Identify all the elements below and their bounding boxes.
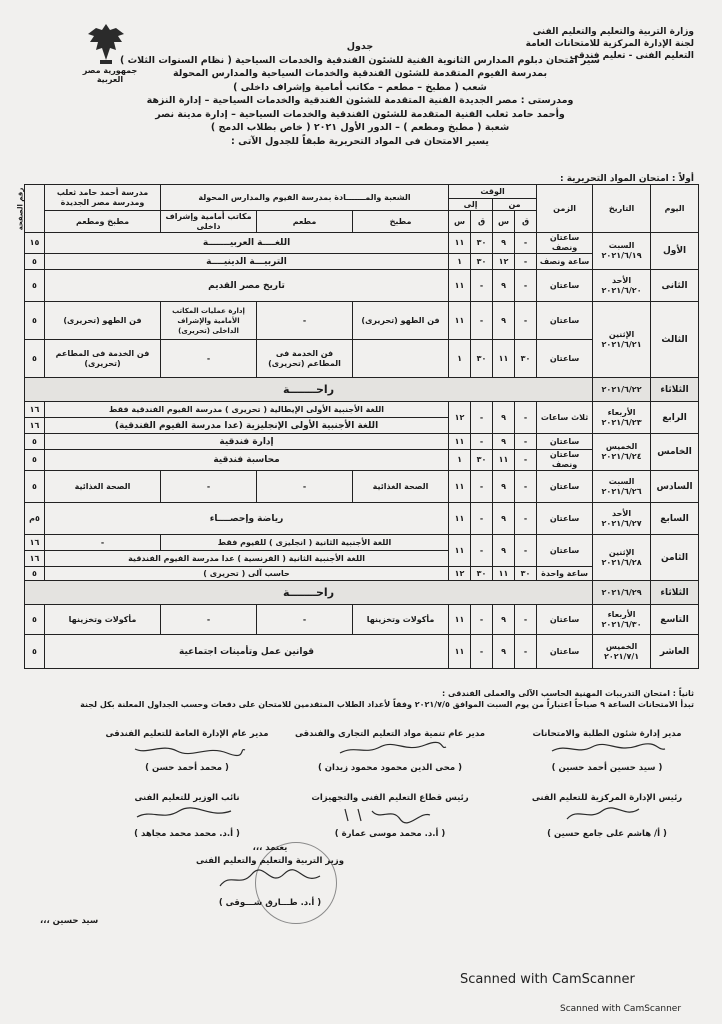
table-row: الثامن الإثنين ٢٠٢١/٦/٢٨ ساعتان - ٩ - ١١ اللغة الأجنبية الثانية ( انجليزى ) للفيوم فقط - ١٦	[25, 535, 699, 551]
col-from-s: س	[493, 211, 515, 233]
signature-scribble-icon	[547, 805, 667, 823]
col-from: من	[493, 199, 537, 211]
col-duration: الزمن	[537, 185, 593, 233]
signature-scribble-icon	[330, 805, 450, 823]
title-line: جدول	[346, 41, 374, 52]
signature-block-commercial-dev: مدير عام تنمية مواد التعليم التجارى والفندقى ( محى الدين محمود محمود زيدان )	[294, 729, 486, 773]
table-row: اللغة الأجنبية الأولى الإنجليزية (عدا مدرسة الفيوم الفندقية) ١٦	[25, 418, 699, 434]
signature-scribble-icon	[127, 805, 247, 823]
col-cairo-sub: مطبخ ومطعم	[45, 211, 161, 233]
col-date: التاريخ	[593, 185, 651, 233]
title-line: بمدرسة الفيوم المتقدمة للشئون الفندقية والخدمات السياحية والمدارس المحولة	[172, 68, 548, 79]
table-row: ساعتان ٣٠ ١١ ٣٠ ١ فن الخدمة فى المطاعم (تحريرى) - فن الخدمة فى المطاعم (تحريرى) ٥	[25, 340, 699, 378]
title-line: يسير الامتحان فى المواد التحريرية طبقاً للجدول الآتى :	[231, 135, 489, 147]
table-row: السابع الأحد ٢٠٢١/٦/٢٧ ساعتان - ٩ - ١١ رياضة وإحصــــاء ٥م	[25, 503, 699, 535]
col-to-q: ق	[471, 211, 493, 233]
section-one-heading: أولاً : امتحان المواد التحريرية :	[559, 174, 694, 184]
camscanner-watermark: Scanned with CamScanner	[460, 972, 635, 987]
section-two-heading: ثانياً : امتحان التدريبات المهنية الحاسب الآلى والعملى الفندقى :	[442, 689, 694, 698]
title-line: سير امتحان دبلوم المدارس الثانوية الفنية للشئون الفندقية والخدمات السياحية ( نظام السنوات الثلاث )	[119, 54, 601, 66]
col-time: الوقت	[449, 185, 537, 199]
table-row: ساعة واحدة ٣٠ ١١ ٣٠ ١٢ حاسب آلى ( تحريرى ) ٥	[25, 567, 699, 581]
table-row: الرابع الأربعاء ٢٠٢١/٦/٢٣ ثلاث ساعات - ٩ - ١٢ اللغة الأجنبية الأولى الإيطالية ( تحريرى ) مدرسة الفيوم الفندقية فقط ١٦	[25, 402, 699, 418]
table-row: ساعتان ونصف - ١١ ٣٠ ١ محاسبة فندقية ٥	[25, 450, 699, 471]
rest-row: الثلاثاء ٢٠٢١/٦/٢٢ راحـــــــة	[25, 378, 699, 402]
col-to-s: س	[449, 211, 471, 233]
table-row: ساعة ونصف - ١٢ ٣٠ ١ التربيـــة الدينيــــة ٥	[25, 254, 699, 270]
col-branch: الشعبة والمـــــــادة بمدرسة الفيوم والمدارس المحولة	[161, 185, 449, 211]
col-from-q: ق	[515, 211, 537, 233]
section-two-text: تبدأ الامتحانات الساعة ٩ صباحاً اعتباراً من يوم السبت الموافق ٢٠٢١/٧/٥ وفقاً لأعداد الطلاب المتقدمين للامتحان على دفعات وحسب الجداول المعلنة بكل لجنة	[80, 700, 694, 709]
signature-block-hotel-education: مدير عام الإدارة العامة للتعليم الفندقى ( محمد أحمد حسن )	[105, 729, 269, 773]
col-to: إلى	[449, 199, 493, 211]
table-row: الخامس الخميس ٢٠٢١/٦/٢٤ ساعتان - ٩ - ١١ إدارة فندقية ٥	[25, 434, 699, 450]
table-row: التاسع الأربعاء ٢٠٢١/٦/٣٠ ساعتان - ٩ - ١١ مأكولات وتخزينها - - مأكولات وتخزينها ٥	[25, 605, 699, 635]
title-line: شعب ( مطبخ – مطعم – مكاتب أمامية وإشراف داخلى )	[233, 81, 487, 93]
table-row: الأول السبت ٢٠٢١/٦/١٩ ساعتان ونصف - ٩ ٣٠ ١١ اللغــــة العربيـــــــة ١٥	[25, 233, 699, 254]
header-row	[25, 185, 699, 199]
table-row: الثانى الأحد ٢٠٢١/٦/٢٠ ساعتان - ٩ - ١١ تاريخ مصر القديم ٥	[25, 270, 699, 302]
exam-schedule-table	[16, 184, 699, 669]
col-restaurant: مطعم	[257, 211, 353, 233]
col-kitchen: مطبخ	[353, 211, 449, 233]
signature-block-sector-head: رئيس قطاع التعليم الفنى والتجهيزات ( أ.د. محمد موسى عمارة )	[311, 793, 469, 839]
marks-label: رقم الصفحة	[16, 187, 25, 230]
title-line: شعبة ( مطبخ ومطعم ) – الدور الأول ٢٠٢١ ( خاص بطلاب الدمج )	[210, 122, 510, 133]
section-two-notes	[34, 688, 694, 710]
signature-block-central-admin: رئيس الإدارة المركزية للتعليم الفنى ( أ/ هاشم على جامع حسين )	[531, 793, 683, 839]
document-titles	[100, 40, 620, 148]
table-row: الثالث الإثنين ٢٠٢١/٦/٢١ ساعتان - ٩ - ١١ فن الطهو (تحريرى) - إدارة عمليات المكاتب الأمامية والإشراف الداخلى (تحريرى) فن الطهو (تحريرى) ٥	[25, 302, 699, 340]
col-office: مكاتب أمامية وإشراف داخلى	[161, 211, 257, 233]
col-day: اليوم	[651, 185, 699, 233]
ministry-line: التعليم الفنى - تعليم فندقى	[569, 51, 694, 61]
signature-scribble-icon	[330, 741, 450, 757]
minister-approval-block: يعتمد ،،، وزير التربية والتعليم والتعليم الفنى ( أ.د. طـــارق شـــوقى )	[196, 843, 344, 908]
signature-scribble-icon	[547, 741, 667, 757]
republic-label: جمهورية مصر العربية	[82, 66, 138, 84]
signature-scribble-icon	[210, 868, 330, 892]
col-cairo: مدرسة أحمد حامد ثعلب ومدرسة مصر الجديدة	[45, 185, 161, 211]
table-row: اللغة الأجنبية الثانية ( الفرنسية ) عدا مدرسة الفيوم الفندقية ١٦	[25, 551, 699, 567]
signature-block-students-affairs: مدير إدارة شئون الطلبة والامتحانات ( سيد حسين أحمد حسين )	[532, 729, 682, 773]
table-row: العاشر الخميس ٢٠٢١/٧/١ ساعتان - ٩ - ١١ قوانين عمل وتأمينات اجتماعية ٥	[25, 635, 699, 669]
ministry-line: وزارة التربية والتعليم والتعليم الفنى	[532, 27, 694, 37]
camscanner-footer: Scanned with CamScanner	[560, 1004, 682, 1014]
ministry-line: لجنة الإدارة المركزية للامتحانات العامة	[525, 39, 694, 49]
col-marks	[16, 185, 45, 233]
title-line: وأحمد حامد ثعلب الفنية المتقدمة للشئون الفندقية والخدمات السياحية – إدارة مدينة نصر	[155, 108, 565, 120]
rest-row: الثلاثاء ٢٠٢١/٦/٢٩ راحـــــــة	[25, 581, 699, 605]
title-line: ومدرستى : مصر الجديدة الفنية المتقدمة للشئون الفندقية والخدمات السياحية – إدارة النزهة	[146, 95, 574, 106]
table-row: السادس السبت ٢٠٢١/٦/٢٦ ساعتان - ٩ - ١١ الصحة الغذائية - - الصحة الغذائية ٥	[25, 471, 699, 503]
footer-signatory: سيد حسين ،،،	[40, 916, 99, 926]
signature-block-deputy-minister: نائب الوزير للتعليم الفنى ( أ.د. محمد محمد مجاهد )	[92, 792, 282, 841]
signature-scribble-icon	[127, 741, 247, 757]
